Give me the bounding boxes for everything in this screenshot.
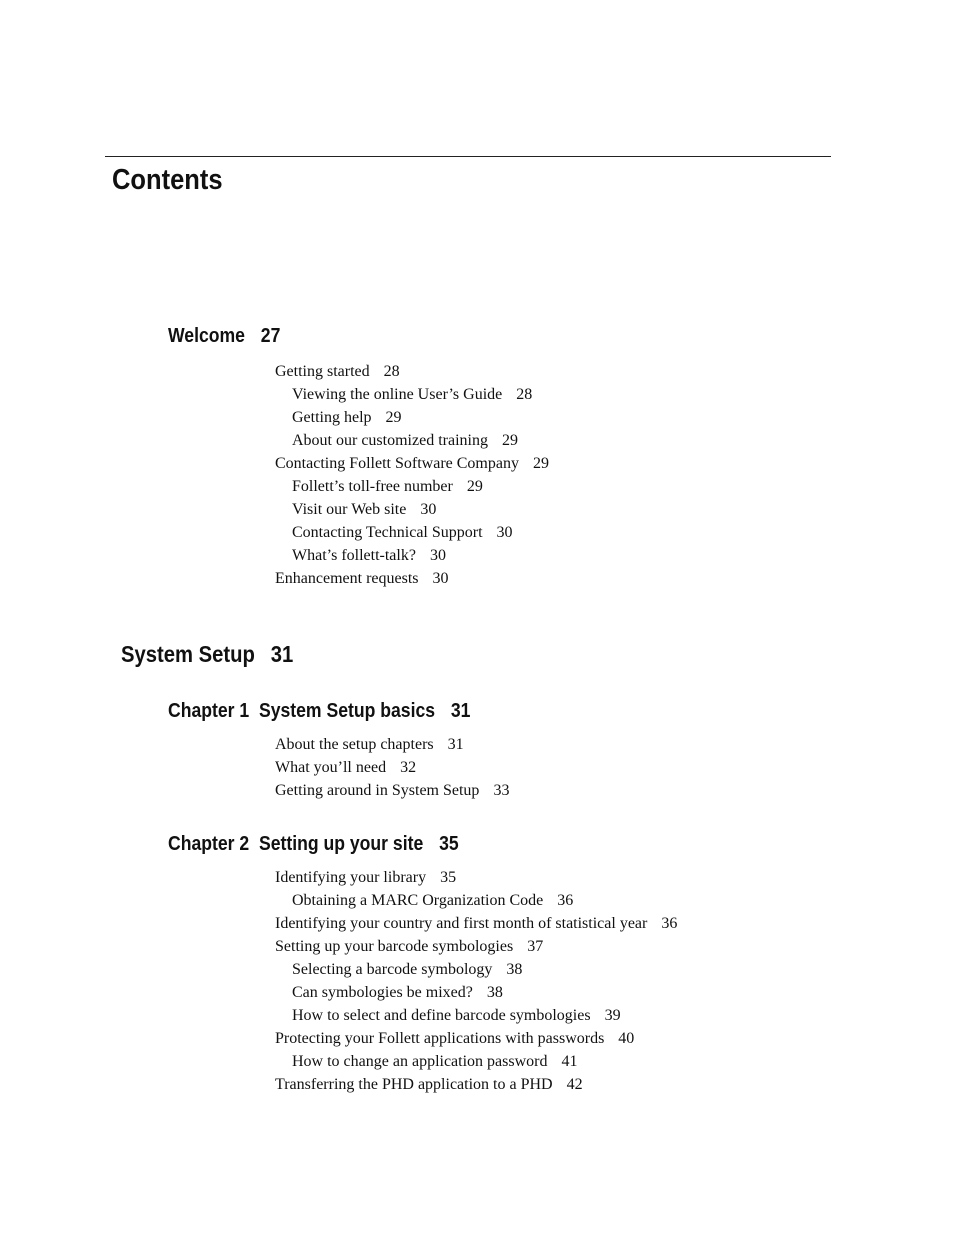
toc-entry-page: 38 (486, 984, 503, 1001)
toc-entry-page: 35 (440, 869, 457, 886)
toc-entry-text: Identifying your country and first month of statistical year (275, 915, 648, 932)
toc-entry-page: 36 (661, 915, 678, 932)
toc-entry-page: 37 (527, 938, 544, 955)
toc-entry-text: Obtaining a MARC Organization Code (292, 892, 544, 909)
toc-entry-text: Viewing the online User’s Guide (292, 386, 503, 403)
chapter1-heading-page: 31 (450, 700, 471, 722)
part-heading-page: 31 (270, 641, 294, 667)
toc-entry-text: Identifying your library (275, 869, 427, 886)
toc-entry-text: Can symbologies be mixed? (292, 984, 473, 1001)
page-title: Contents (112, 164, 223, 196)
toc-entry[interactable] (275, 958, 677, 981)
toc-entry-page: 30 (432, 570, 449, 587)
toc-entry[interactable] (275, 1004, 677, 1027)
toc-entry-text: Protecting your Follett applications with passwords (275, 1030, 605, 1047)
toc-entry[interactable] (275, 889, 677, 912)
toc-entry-page: 33 (493, 782, 510, 799)
toc-entry-page: 30 (420, 501, 437, 518)
toc-entry[interactable] (275, 406, 549, 429)
welcome-entries (275, 360, 549, 590)
toc-entry-text: Contacting Technical Support (292, 524, 483, 541)
toc-entry[interactable] (275, 935, 677, 958)
toc-entry[interactable] (275, 866, 677, 889)
toc-entry-text: What you’ll need (275, 759, 387, 776)
toc-entry-page: 40 (618, 1030, 635, 1047)
toc-entry-text: Selecting a barcode symbology (292, 961, 493, 978)
toc-entry-text: About our customized training (292, 432, 488, 449)
toc-entry[interactable] (275, 756, 509, 779)
toc-entry-text: How to change an application password (292, 1053, 548, 1070)
chapter1-heading-text: Chapter 1 System Setup basics (168, 700, 436, 722)
toc-entry-page: 42 (566, 1076, 583, 1093)
toc-entry[interactable] (275, 452, 549, 475)
toc-entry-page: 28 (383, 363, 400, 380)
welcome-heading-page: 27 (260, 325, 281, 347)
toc-entry-page: 29 (532, 455, 549, 472)
toc-entry-page: 39 (604, 1007, 621, 1024)
chapter2-heading-page: 35 (439, 833, 459, 855)
toc-entry[interactable] (275, 429, 549, 452)
toc-entry-text: How to select and define barcode symbologies (292, 1007, 591, 1024)
toc-entry-text: Transferring the PHD application to a PHD (275, 1076, 553, 1093)
toc-entry[interactable] (275, 498, 549, 521)
toc-entry-page: 29 (385, 409, 402, 426)
toc-entry-page: 30 (429, 547, 446, 564)
toc-entry[interactable] (275, 1027, 677, 1050)
toc-entry[interactable] (275, 981, 677, 1004)
toc-entry[interactable] (275, 360, 549, 383)
toc-entry[interactable] (275, 383, 549, 406)
part-heading-text: System Setup (121, 641, 255, 667)
toc-entry-page: 38 (506, 961, 523, 978)
toc-entry-page: 41 (561, 1053, 578, 1070)
toc-entry-page: 36 (557, 892, 574, 909)
toc-entry-text: Contacting Follett Software Company (275, 455, 519, 472)
toc-entry[interactable] (275, 1050, 677, 1073)
chapter2-heading[interactable] (168, 831, 459, 857)
toc-entry[interactable] (275, 521, 549, 544)
chapter2-heading-text: Chapter 2 Setting up your site (168, 833, 424, 855)
toc-entry-text: Getting started (275, 363, 370, 380)
toc-entry[interactable] (275, 733, 509, 756)
header-rule (105, 156, 831, 157)
chapter2-entries (275, 866, 677, 1096)
toc-entry-text: Visit our Web site (292, 501, 407, 518)
toc-entry-text: Getting help (292, 409, 372, 426)
toc-entry[interactable] (275, 544, 549, 567)
part-heading[interactable] (121, 640, 293, 668)
toc-entry-page: 31 (447, 736, 464, 753)
chapter1-heading[interactable] (168, 698, 470, 724)
toc-entry[interactable] (275, 1073, 677, 1096)
toc-entry-text: What’s follett-talk? (292, 547, 416, 564)
toc-entry[interactable] (275, 912, 677, 935)
toc-entry-page: 29 (466, 478, 483, 495)
welcome-heading[interactable] (168, 323, 280, 349)
toc-entry-page: 32 (400, 759, 417, 776)
toc-entry-text: Follett’s toll-free number (292, 478, 453, 495)
toc-entry-text: Getting around in System Setup (275, 782, 480, 799)
toc-entry-text: About the setup chapters (275, 736, 434, 753)
toc-entry[interactable] (275, 567, 549, 590)
welcome-heading-text: Welcome (168, 325, 245, 347)
toc-entry-text: Setting up your barcode symbologies (275, 938, 514, 955)
toc-entry-page: 29 (501, 432, 518, 449)
toc-entry[interactable] (275, 779, 509, 802)
toc-entry[interactable] (275, 475, 549, 498)
toc-entry-page: 28 (516, 386, 533, 403)
toc-entry-text: Enhancement requests (275, 570, 419, 587)
toc-entry-page: 30 (496, 524, 513, 541)
chapter1-entries (275, 733, 509, 802)
